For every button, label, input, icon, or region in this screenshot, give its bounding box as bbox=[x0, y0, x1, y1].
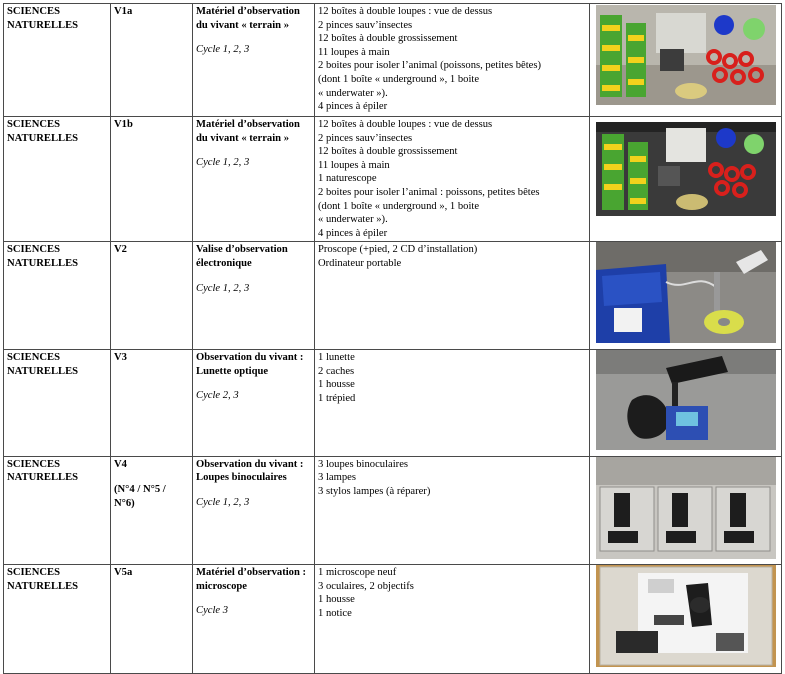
code-cell bbox=[111, 242, 193, 350]
content-line: 4 pinces à épiler bbox=[318, 101, 388, 113]
content-line: 12 boîtes à double grossissement bbox=[318, 33, 458, 45]
content-line: 1 naturescope bbox=[318, 173, 377, 185]
table-row bbox=[4, 242, 782, 350]
subject-cell bbox=[4, 117, 111, 242]
table-row bbox=[4, 117, 782, 242]
content-line: 1 housse bbox=[318, 594, 355, 606]
title-cell bbox=[193, 117, 315, 242]
photo-cell bbox=[590, 117, 782, 242]
code-text: V1b bbox=[114, 119, 133, 130]
photo-electronic-case bbox=[596, 242, 776, 343]
subject-text: SCIENCES NATURELLES bbox=[7, 6, 79, 31]
table-row bbox=[4, 4, 782, 117]
subject-cell bbox=[4, 456, 111, 565]
content-line: 11 loupes à main bbox=[318, 159, 390, 171]
title-cell bbox=[193, 242, 315, 350]
cycle-text: Cycle 1, 2, 3 bbox=[196, 496, 250, 508]
subject-text: SCIENCES NATURELLES bbox=[7, 458, 79, 484]
content-line: 12 boîtes à double grossissement bbox=[318, 146, 458, 158]
cycle-text: Cycle 1, 2, 3 bbox=[196, 44, 250, 56]
content-line: 3 oculaires, 2 objectifs bbox=[318, 580, 414, 592]
inventory-table bbox=[3, 3, 782, 674]
content-line: 1 notice bbox=[318, 607, 352, 619]
subject-text: SCIENCES NATURELLES bbox=[7, 119, 79, 144]
title-text: Observation du vivant : Loupes binoculaires bbox=[196, 458, 304, 484]
content-line: (dont 1 boîte « underground », 1 boite bbox=[318, 73, 480, 85]
content-line: Ordinateur portable bbox=[318, 257, 402, 269]
content-line: 1 housse bbox=[318, 379, 355, 391]
cycle-text: Cycle 3 bbox=[196, 605, 229, 617]
content-line: 2 caches bbox=[318, 365, 355, 377]
content-line: (dont 1 boîte « underground », 1 boite bbox=[318, 200, 480, 212]
title-text: Observation du vivant : Lunette optique bbox=[196, 351, 304, 377]
photo-cell bbox=[590, 242, 782, 350]
content-line: 12 boîtes à double loupes : vue de dessus bbox=[318, 6, 493, 17]
code-text: V2 bbox=[114, 244, 127, 256]
content-line: « underwater »). bbox=[318, 214, 388, 226]
title-cell bbox=[193, 456, 315, 565]
code-text: V1a bbox=[114, 6, 133, 17]
subject-cell bbox=[4, 349, 111, 456]
code-cell bbox=[111, 349, 193, 456]
cycle-text: Cycle 1, 2, 3 bbox=[196, 157, 250, 169]
content-line: 2 boites pour isoler l’animal : poissons, petites bêtes bbox=[318, 186, 540, 198]
code-extra-text: (N°4 / N°5 / N°6) bbox=[114, 484, 166, 509]
contents-cell bbox=[315, 242, 590, 350]
code-text: V3 bbox=[114, 351, 127, 363]
subject-text: SCIENCES NATURELLES bbox=[7, 351, 79, 377]
subject-text: SCIENCES NATURELLES bbox=[7, 244, 79, 269]
code-cell bbox=[111, 117, 193, 242]
content-line: « underwater »). bbox=[318, 87, 388, 99]
subject-cell bbox=[4, 4, 111, 117]
title-text: Matériel d’observation du vivant « terrain » bbox=[196, 119, 300, 144]
photo-field-kit bbox=[596, 5, 776, 105]
photo-cell bbox=[590, 4, 782, 117]
photo-spotting-scope bbox=[596, 350, 776, 450]
subject-text: SCIENCES NATURELLES bbox=[7, 567, 79, 592]
content-line: 11 loupes à main bbox=[318, 46, 390, 58]
content-line: 1 lunette bbox=[318, 351, 355, 363]
title-text: Matériel d’observation du vivant « terrain » bbox=[196, 6, 300, 31]
content-line: 3 loupes binoculaires bbox=[318, 458, 409, 470]
content-line: Proscope (+pied, 2 CD d’installation) bbox=[318, 244, 478, 256]
code-cell bbox=[111, 456, 193, 565]
contents-cell bbox=[315, 4, 590, 117]
code-text: V4 bbox=[114, 458, 127, 470]
content-line: 1 trépied bbox=[318, 392, 356, 404]
photo-field-kit-naturescope bbox=[596, 122, 776, 216]
contents-cell bbox=[315, 349, 590, 456]
content-line: 2 pinces sauv’insectes bbox=[318, 132, 413, 144]
title-text: Valise d’observation électronique bbox=[196, 244, 288, 269]
cycle-text: Cycle 2, 3 bbox=[196, 390, 239, 402]
content-line: 1 microscope neuf bbox=[318, 567, 397, 579]
content-line: 2 pinces sauv’insectes bbox=[318, 19, 413, 31]
title-text: Matériel d’observation : microscope bbox=[196, 567, 307, 592]
code-cell bbox=[111, 4, 193, 117]
photo-cell bbox=[590, 456, 782, 565]
photo-cell bbox=[590, 349, 782, 456]
cycle-text: Cycle 1, 2, 3 bbox=[196, 282, 250, 294]
contents-cell bbox=[315, 117, 590, 242]
table-row bbox=[4, 349, 782, 456]
content-line: 3 lampes bbox=[318, 472, 356, 484]
subject-cell bbox=[4, 242, 111, 350]
content-line: 2 boites pour isoler l’animal (poissons, petites bêtes) bbox=[318, 60, 542, 72]
photo-binocular-magnifiers bbox=[596, 457, 776, 559]
title-cell bbox=[193, 349, 315, 456]
table-row bbox=[4, 456, 782, 565]
content-line: 4 pinces à épiler bbox=[318, 227, 388, 239]
contents-cell bbox=[315, 456, 590, 565]
code-text: V5a bbox=[114, 567, 133, 579]
photo-microscope-case bbox=[596, 565, 776, 667]
title-cell bbox=[193, 4, 315, 117]
content-line: 12 boîtes à double loupes : vue de dessus bbox=[318, 119, 493, 130]
content-line: 3 stylos lampes (à réparer) bbox=[318, 485, 431, 497]
